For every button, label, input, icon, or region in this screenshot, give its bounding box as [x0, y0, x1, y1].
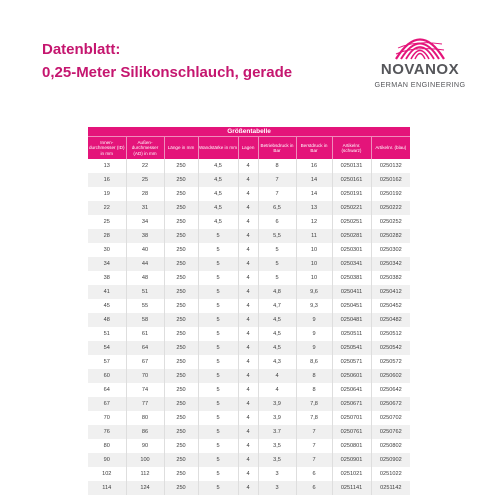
column-header: Wandstärke in mm: [198, 137, 238, 160]
table-row: [88, 257, 410, 271]
table-cell: 4: [258, 369, 296, 383]
table-cell: 0250341: [332, 257, 371, 271]
table-cell: 86: [126, 425, 164, 439]
table-cell: 22: [88, 201, 126, 215]
table-cell: 5: [198, 257, 238, 271]
table-cell: 0250252: [371, 215, 410, 229]
table-cell: 124: [126, 481, 164, 495]
table-cell: 0251142: [371, 481, 410, 495]
table-cell: 0250191: [332, 187, 371, 201]
table-cell: 250: [164, 411, 198, 425]
table-cell: 250: [164, 425, 198, 439]
table-cell: 28: [126, 187, 164, 201]
table-row: [88, 299, 410, 313]
dome-arcs-logo-icon: [394, 26, 446, 60]
table-cell: 250: [164, 201, 198, 215]
table-cell: 16: [88, 173, 126, 187]
table-cell: 44: [126, 257, 164, 271]
table-cell: 45: [88, 299, 126, 313]
table-cell: 8: [296, 383, 332, 397]
column-header: Betriebsdruck in Bar: [258, 137, 296, 160]
table-cell: 250: [164, 299, 198, 313]
table-cell: 90: [126, 439, 164, 453]
table-cell: 0250761: [332, 425, 371, 439]
table-cell: 4: [238, 173, 258, 187]
table-cell: 4: [238, 425, 258, 439]
table-row: [88, 173, 410, 187]
table-cell: 6: [258, 215, 296, 229]
table-cell: 250: [164, 439, 198, 453]
table-cell: 250: [164, 397, 198, 411]
table-cell: 34: [88, 257, 126, 271]
table-row: [88, 187, 410, 201]
table-cell: 4: [238, 453, 258, 467]
table-cell: 4,8: [258, 285, 296, 299]
table-cell: 6,5: [258, 201, 296, 215]
table-cell: 0250762: [371, 425, 410, 439]
table-cell: 4: [238, 201, 258, 215]
table-cell: 250: [164, 159, 198, 173]
table-cell: 4,5: [258, 341, 296, 355]
table-cell: 250: [164, 215, 198, 229]
table-cell: 13: [88, 159, 126, 173]
table-cell: 0250131: [332, 159, 371, 173]
table-row: [88, 159, 410, 173]
table-cell: 0250512: [371, 327, 410, 341]
table-cell: 250: [164, 285, 198, 299]
table-cell: 12: [296, 215, 332, 229]
table-cell: 51: [126, 285, 164, 299]
column-header: Artikelnr. (schwarz): [332, 137, 371, 160]
table-cell: 4,3: [258, 355, 296, 369]
table-cell: 0250571: [332, 355, 371, 369]
table-cell: 0250602: [371, 369, 410, 383]
table-row: [88, 285, 410, 299]
table-cell: 0250481: [332, 313, 371, 327]
table-cell: 16: [296, 159, 332, 173]
table-cell: 4: [238, 285, 258, 299]
table-cell: 10: [296, 257, 332, 271]
table-cell: 0250702: [371, 411, 410, 425]
table-cell: 3,5: [258, 439, 296, 453]
table-cell: 5: [198, 369, 238, 383]
table-cell: 5: [198, 243, 238, 257]
table-cell: 250: [164, 467, 198, 481]
title-line-2: 0,25-Meter Silikonschlauch, gerade: [42, 64, 293, 81]
table-cell: 5: [198, 397, 238, 411]
table-cell: 30: [88, 243, 126, 257]
table-cell: 0250902: [371, 453, 410, 467]
table-cell: 7: [296, 425, 332, 439]
table-cell: 10: [296, 271, 332, 285]
table-cell: 0250281: [332, 229, 371, 243]
table-cell: 0250601: [332, 369, 371, 383]
table-cell: 8: [296, 369, 332, 383]
table-cell: 57: [88, 355, 126, 369]
table-row: [88, 271, 410, 285]
table-cell: 0250381: [332, 271, 371, 285]
table-cell: 0250161: [332, 173, 371, 187]
table-cell: 4,5: [198, 215, 238, 229]
table-cell: 250: [164, 453, 198, 467]
table-cell: 28: [88, 229, 126, 243]
table-cell: 4,5: [258, 313, 296, 327]
column-header: Artikelnr. (blau): [371, 137, 410, 160]
table-row: [88, 243, 410, 257]
table-cell: 9: [296, 327, 332, 341]
table-cell: 67: [126, 355, 164, 369]
table-cell: 250: [164, 229, 198, 243]
table-row: [88, 369, 410, 383]
table-cell: 34: [126, 215, 164, 229]
table-title: Größentabelle: [88, 127, 410, 137]
table-cell: 0250451: [332, 299, 371, 313]
table-cell: 0250482: [371, 313, 410, 327]
table-cell: 51: [88, 327, 126, 341]
table-cell: 7: [296, 453, 332, 467]
table-cell: 250: [164, 481, 198, 495]
table-cell: 5,5: [258, 229, 296, 243]
table-row: [88, 467, 410, 481]
table-cell: 4: [238, 341, 258, 355]
table-row: [88, 355, 410, 369]
table-cell: 4: [238, 439, 258, 453]
table-cell: 102: [88, 467, 126, 481]
table-cell: 5: [258, 257, 296, 271]
table-cell: 0250221: [332, 201, 371, 215]
table-cell: 100: [126, 453, 164, 467]
table-cell: 54: [88, 341, 126, 355]
table-cell: 6: [296, 481, 332, 495]
table-cell: 14: [296, 173, 332, 187]
table-cell: 5: [198, 439, 238, 453]
table-cell: 112: [126, 467, 164, 481]
table-row: [88, 327, 410, 341]
table-cell: 0250642: [371, 383, 410, 397]
table-cell: 4,5: [258, 327, 296, 341]
table-cell: 4: [238, 243, 258, 257]
column-header: Innen-durchmesser (ID) in mm: [88, 137, 126, 160]
table-cell: 0250452: [371, 299, 410, 313]
table-cell: 250: [164, 243, 198, 257]
table-cell: 11: [296, 229, 332, 243]
table-cell: 4,5: [198, 173, 238, 187]
table-cell: 4,5: [198, 159, 238, 173]
table-cell: 0250672: [371, 397, 410, 411]
table-cell: 250: [164, 383, 198, 397]
table-cell: 0250541: [332, 341, 371, 355]
table-cell: 0250222: [371, 201, 410, 215]
table-cell: 5: [198, 425, 238, 439]
table-cell: 25: [126, 173, 164, 187]
table-cell: 4: [238, 481, 258, 495]
table-cell: 19: [88, 187, 126, 201]
table-cell: 4: [238, 397, 258, 411]
table-cell: 4: [238, 383, 258, 397]
table-cell: 0250302: [371, 243, 410, 257]
table-cell: 4,5: [198, 187, 238, 201]
table-cell: 60: [88, 369, 126, 383]
table-cell: 4: [238, 271, 258, 285]
table-cell: 7,8: [296, 411, 332, 425]
table-cell: 64: [126, 341, 164, 355]
table-cell: 0250701: [332, 411, 371, 425]
table-cell: 4,7: [258, 299, 296, 313]
table-cell: 8,6: [296, 355, 332, 369]
table-row: [88, 453, 410, 467]
table-cell: 6: [296, 467, 332, 481]
table-cell: 9,6: [296, 285, 332, 299]
table-row: [88, 397, 410, 411]
table-cell: 3,9: [258, 397, 296, 411]
table-cell: 74: [126, 383, 164, 397]
table-cell: 5: [198, 299, 238, 313]
table-cell: 5: [198, 481, 238, 495]
table-cell: 5: [198, 355, 238, 369]
table-cell: 250: [164, 271, 198, 285]
table-cell: 4: [238, 411, 258, 425]
table-cell: 7: [258, 187, 296, 201]
table-cell: 9,3: [296, 299, 332, 313]
table-cell: 0250301: [332, 243, 371, 257]
table-cell: 41: [88, 285, 126, 299]
table-cell: 4,5: [198, 201, 238, 215]
table-cell: 0250282: [371, 229, 410, 243]
table-cell: 7,8: [296, 397, 332, 411]
column-header: Lagen: [238, 137, 258, 160]
table-cell: 4: [238, 257, 258, 271]
table-cell: 48: [126, 271, 164, 285]
page-title: [42, 40, 292, 83]
size-table-container: [88, 127, 410, 495]
table-cell: 77: [126, 397, 164, 411]
table-cell: 5: [258, 243, 296, 257]
table-cell: 0250641: [332, 383, 371, 397]
table-row: [88, 229, 410, 243]
table-cell: 38: [126, 229, 164, 243]
column-header: Länge in mm: [164, 137, 198, 160]
table-cell: 10: [296, 243, 332, 257]
table-header-row: [88, 137, 410, 160]
table-cell: 250: [164, 355, 198, 369]
table-cell: 0251021: [332, 467, 371, 481]
table-cell: 4: [238, 327, 258, 341]
logo-name: NOVANOX: [380, 61, 460, 78]
table-cell: 250: [164, 187, 198, 201]
table-cell: 250: [164, 327, 198, 341]
table-cell: 61: [126, 327, 164, 341]
table-cell: 38: [88, 271, 126, 285]
table-cell: 0250801: [332, 439, 371, 453]
table-row: [88, 201, 410, 215]
table-cell: 8: [258, 159, 296, 173]
table-cell: 3: [258, 467, 296, 481]
title-line-1: Datenblatt:: [42, 41, 121, 58]
table-cell: 9: [296, 341, 332, 355]
table-cell: 3,5: [258, 453, 296, 467]
table-cell: 5: [198, 271, 238, 285]
table-cell: 4: [238, 159, 258, 173]
table-row: [88, 411, 410, 425]
table-cell: 48: [88, 313, 126, 327]
table-cell: 0250412: [371, 285, 410, 299]
column-header: Außen-durchmesser (AD) in mm: [126, 137, 164, 160]
table-cell: 0250572: [371, 355, 410, 369]
table-cell: 4: [238, 215, 258, 229]
table-row: [88, 425, 410, 439]
table-cell: 0250251: [332, 215, 371, 229]
table-cell: 64: [88, 383, 126, 397]
table-cell: 58: [126, 313, 164, 327]
table-cell: 80: [88, 439, 126, 453]
table-row: [88, 215, 410, 229]
table-cell: 4: [238, 187, 258, 201]
table-cell: 5: [198, 411, 238, 425]
table-cell: 0250511: [332, 327, 371, 341]
table-cell: 250: [164, 313, 198, 327]
table-cell: 9: [296, 313, 332, 327]
table-cell: 250: [164, 369, 198, 383]
table-cell: 25: [88, 215, 126, 229]
table-cell: 31: [126, 201, 164, 215]
table-cell: 3: [258, 481, 296, 495]
table-cell: 70: [126, 369, 164, 383]
table-cell: 7: [258, 173, 296, 187]
size-table: [88, 127, 410, 495]
table-cell: 5: [258, 271, 296, 285]
table-cell: 0250411: [332, 285, 371, 299]
table-cell: 14: [296, 187, 332, 201]
table-cell: 3,9: [258, 411, 296, 425]
table-cell: 40: [126, 243, 164, 257]
table-cell: 0250342: [371, 257, 410, 271]
table-cell: 5: [198, 229, 238, 243]
table-row: [88, 383, 410, 397]
table-cell: 0251141: [332, 481, 371, 495]
table-cell: 4: [238, 229, 258, 243]
column-header: Berstdruck in Bar: [296, 137, 332, 160]
table-cell: 0250382: [371, 271, 410, 285]
table-cell: 4: [238, 313, 258, 327]
table-cell: 0251022: [371, 467, 410, 481]
table-cell: 80: [126, 411, 164, 425]
table-cell: 250: [164, 341, 198, 355]
table-cell: 67: [88, 397, 126, 411]
table-row: [88, 439, 410, 453]
table-cell: 250: [164, 173, 198, 187]
table-cell: 5: [198, 313, 238, 327]
table-cell: 3.7: [258, 425, 296, 439]
table-cell: 0250162: [371, 173, 410, 187]
table-cell: 250: [164, 257, 198, 271]
table-row: [88, 313, 410, 327]
table-cell: 5: [198, 467, 238, 481]
table-cell: 4: [238, 299, 258, 313]
table-cell: 114: [88, 481, 126, 495]
table-cell: 7: [296, 439, 332, 453]
table-cell: 90: [88, 453, 126, 467]
table-cell: 22: [126, 159, 164, 173]
table-cell: 0250671: [332, 397, 371, 411]
table-cell: 0250802: [371, 439, 410, 453]
logo-tagline: GERMAN ENGINEERING: [374, 80, 466, 89]
table-cell: 0250901: [332, 453, 371, 467]
table-cell: 4: [238, 369, 258, 383]
novanox-logo: [372, 26, 468, 92]
table-cell: 5: [198, 341, 238, 355]
table-cell: 5: [198, 327, 238, 341]
table-cell: 5: [198, 383, 238, 397]
table-cell: 70: [88, 411, 126, 425]
table-cell: 4: [238, 355, 258, 369]
table-row: [88, 341, 410, 355]
table-cell: 5: [198, 453, 238, 467]
table-row: [88, 481, 410, 495]
table-cell: 55: [126, 299, 164, 313]
table-body: [88, 159, 410, 495]
table-cell: 5: [198, 285, 238, 299]
table-cell: 4: [258, 383, 296, 397]
table-cell: 4: [238, 467, 258, 481]
table-cell: 13: [296, 201, 332, 215]
table-cell: 0250542: [371, 341, 410, 355]
table-cell: 76: [88, 425, 126, 439]
table-cell: 0250132: [371, 159, 410, 173]
table-cell: 0250192: [371, 187, 410, 201]
